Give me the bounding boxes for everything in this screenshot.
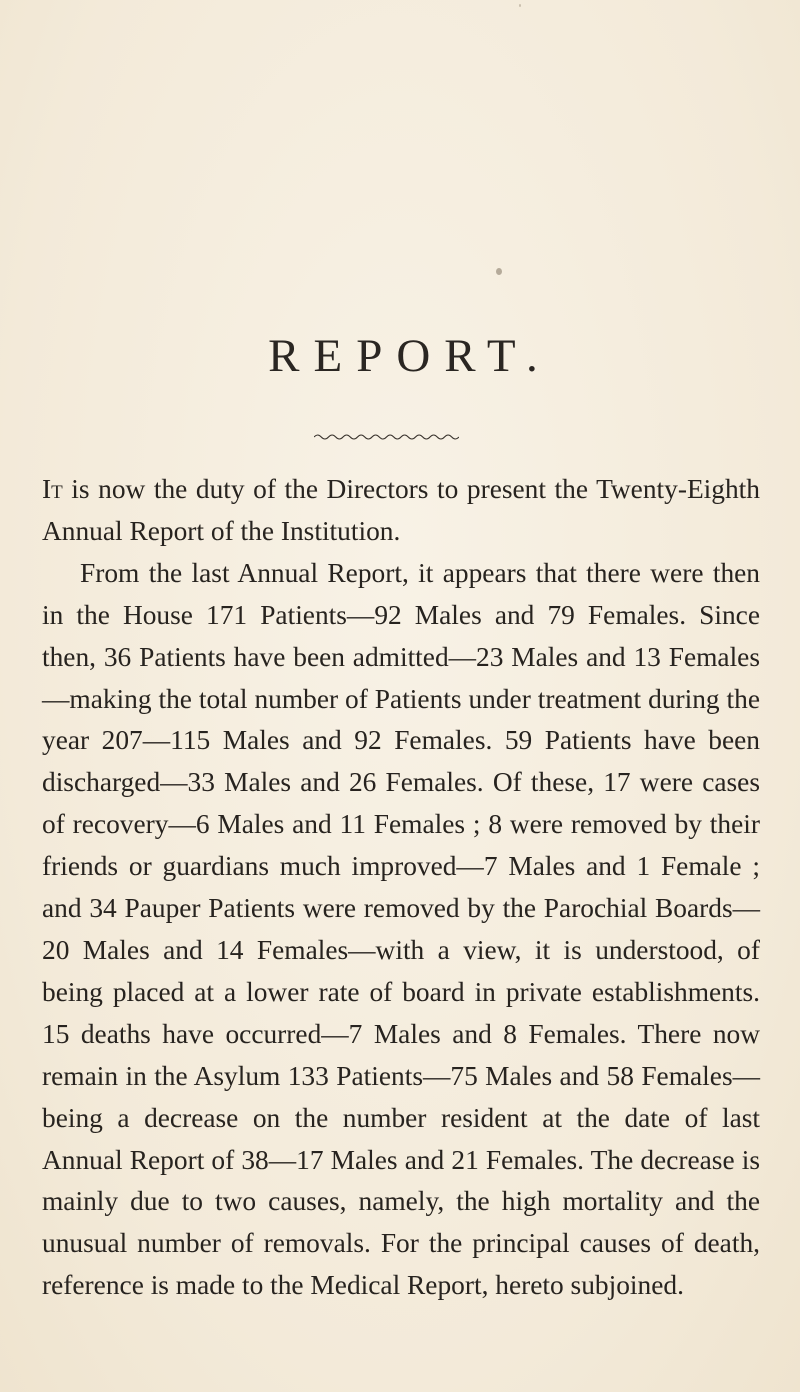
intro-paragraph-text: is now the duty of the Directors to present the Twenty-Eighth Annual Report of the Institution.: [42, 474, 760, 546]
wavy-rule-ornament: [314, 432, 459, 442]
statistics-paragraph: From the last Annual Report, it appears that there were then in the House 171 Patients—92 Males and 79 Females. Since then, 36 Patients have been admitted—23 Males and 13 Females—making the total number of Patients under treatment during the year 207—115 Males and 92 Females. 59 Patients have been discharged—33 Males and 26 Females. Of these, 17 were cases of recovery—6 Males and 11 Females ; 8 were removed by their friends or guardians much improved—7 Males and 1 Female ; and 34 Pauper Patients were removed by the Parochial Boards—20 Males and 14 Females—with a view, it is understood, of being placed at a lower rate of board in private establishments. 15 deaths have occurred—7 Males and 8 Females. There now remain in the Asylum 133 Patients—75 Males and 58 Females—being a decrease on the number resident at the date of last Annual Report of 38—17 Males and 21 Females. The decrease is mainly due to two causes, namely, the high mortality and the unusual number of removals. For the principal causes of death, reference is made to the Medical Report, hereto subjoined.: [42, 557, 760, 1301]
paragraph-lead-word: It: [42, 474, 63, 504]
report-body: [42, 469, 760, 1307]
paper-speck: [519, 4, 521, 7]
paper-speck: [496, 268, 502, 275]
intro-paragraph: [42, 469, 760, 553]
report-title: REPORT.: [268, 330, 552, 382]
